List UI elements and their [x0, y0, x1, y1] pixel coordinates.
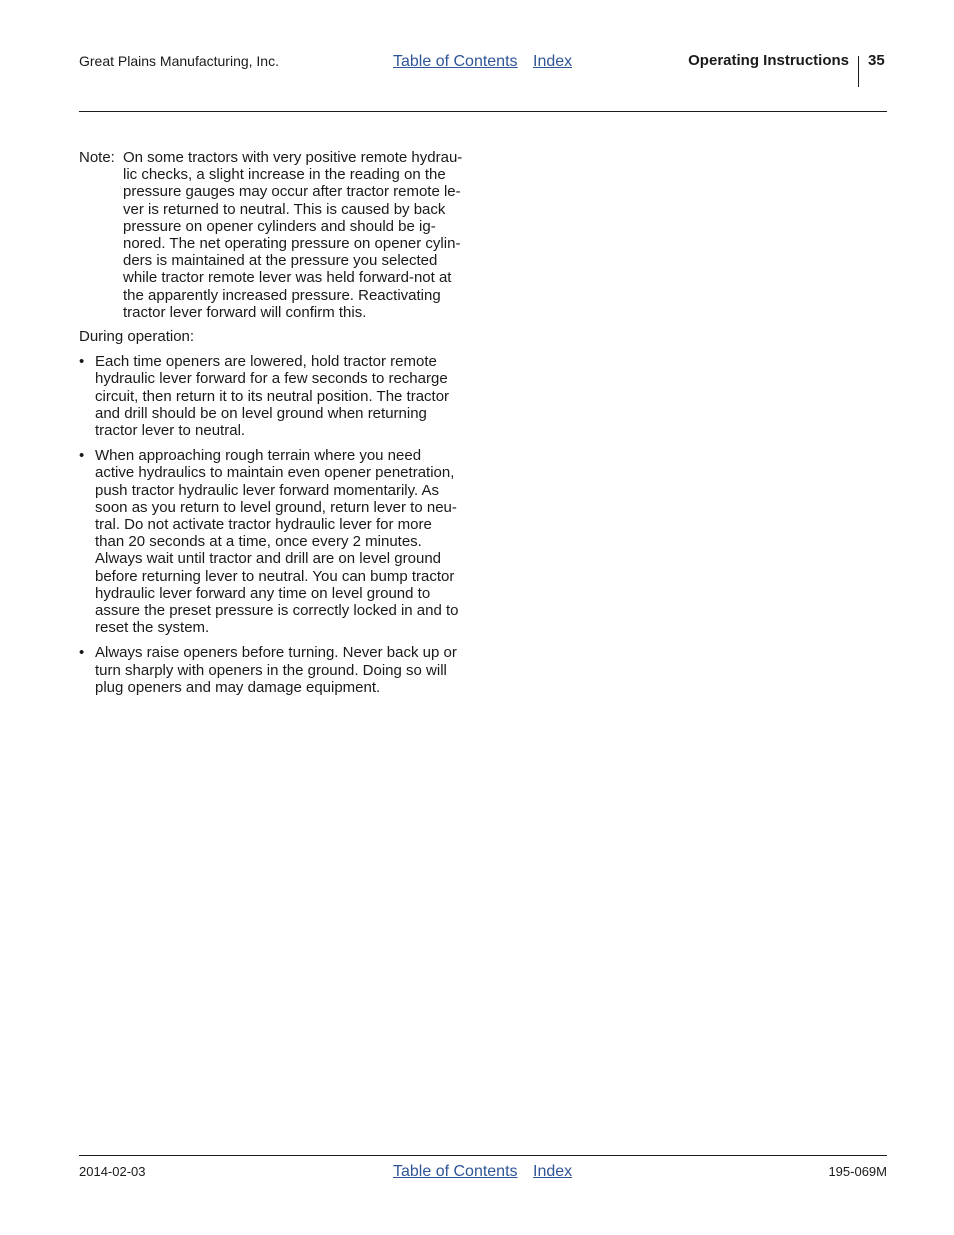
bullet-line: Each time openers are lowered, hold tractor remote	[95, 353, 437, 371]
note-line: ver is returned to neutral. This is caused by back	[123, 200, 446, 218]
bullet-line: assure the preset pressure is correctly locked in and to	[95, 602, 459, 620]
bullet-line: When approaching rough terrain where you need	[95, 447, 422, 465]
bullet-mark: •	[79, 644, 85, 662]
bullet-line: hydraulic lever forward any time on level ground to	[95, 584, 431, 602]
bullet-line: turn sharply with openers in the ground. Doing so will	[95, 661, 447, 679]
bullet-line: tral. Do not activate tractor hydraulic lever for more	[95, 516, 432, 534]
document-number: 195-069M	[828, 1164, 887, 1179]
section-title: Operating Instructions	[688, 52, 849, 69]
bullet-line: circuit, then return it to its neutral position. The tractor	[95, 387, 450, 405]
bullet-line: reset the system.	[95, 619, 210, 637]
bullet-line: Always wait until tractor and drill are on level ground	[95, 550, 442, 568]
note-line: pressure gauges may occur after tractor remote le-	[123, 183, 461, 201]
company-name: Great Plains Manufacturing, Inc.	[79, 53, 279, 69]
bullet-item	[79, 447, 471, 636]
note-label: Note:	[79, 149, 115, 166]
bullet-line: soon as you return to level ground, return lever to neu-	[95, 498, 457, 516]
note-line: tractor lever forward will confirm this.	[123, 303, 367, 321]
header-index-link[interactable]: Index	[533, 53, 573, 70]
note-line: nored. The net operating pressure on opener cylin-	[123, 235, 461, 253]
page-number: 35	[868, 52, 885, 69]
during-operation-heading: During operation:	[79, 328, 195, 346]
bullet-line: than 20 seconds at a time, once every 2 minutes.	[95, 533, 422, 551]
note-block	[79, 149, 471, 321]
note-text	[123, 149, 471, 321]
footer-rule	[79, 1155, 887, 1156]
bullet-text	[95, 447, 471, 636]
bullet-mark: •	[79, 447, 85, 465]
bullet-item	[79, 353, 471, 439]
bullet-line: before returning lever to neutral. You can bump tractor	[95, 567, 455, 585]
header-rule	[79, 111, 887, 112]
note-line: while tractor remote lever was held forward-not at	[123, 269, 452, 287]
footer-index-link[interactable]: Index	[533, 1163, 573, 1180]
bullet-text	[95, 353, 471, 439]
bullet-line: Always raise openers before turning. Never back up or	[95, 644, 457, 662]
bullet-line: tractor lever to neutral.	[95, 422, 246, 440]
note-line: pressure on opener cylinders and should be ig-	[123, 217, 436, 235]
note-line: lic checks, a slight increase in the reading on the	[123, 166, 446, 184]
footer-date: 2014-02-03	[79, 1164, 146, 1179]
header-divider	[858, 56, 859, 87]
bullet-line: push tractor hydraulic lever forward momentarily. As	[95, 481, 440, 499]
bullet-line: active hydraulics to maintain even opener penetration,	[95, 464, 455, 482]
bullet-line: plug openers and may damage equipment.	[95, 678, 381, 696]
main-content	[79, 149, 471, 704]
note-line: On some tractors with very positive remote hydrau-	[123, 149, 463, 166]
note-line: ders is maintained at the pressure you selected	[123, 252, 438, 270]
bullet-text	[95, 644, 471, 696]
bullet-line: hydraulic lever forward for a few seconds to recharge	[95, 370, 448, 388]
note-line: the apparently increased pressure. Reactivating	[123, 286, 441, 304]
bullet-item	[79, 644, 471, 696]
footer-table-of-contents-link[interactable]: Table of Contents	[393, 1163, 518, 1180]
header-table-of-contents-link[interactable]: Table of Contents	[393, 53, 518, 70]
bullet-mark: •	[79, 353, 85, 371]
bullet-line: and drill should be on level ground when returning	[95, 404, 427, 422]
